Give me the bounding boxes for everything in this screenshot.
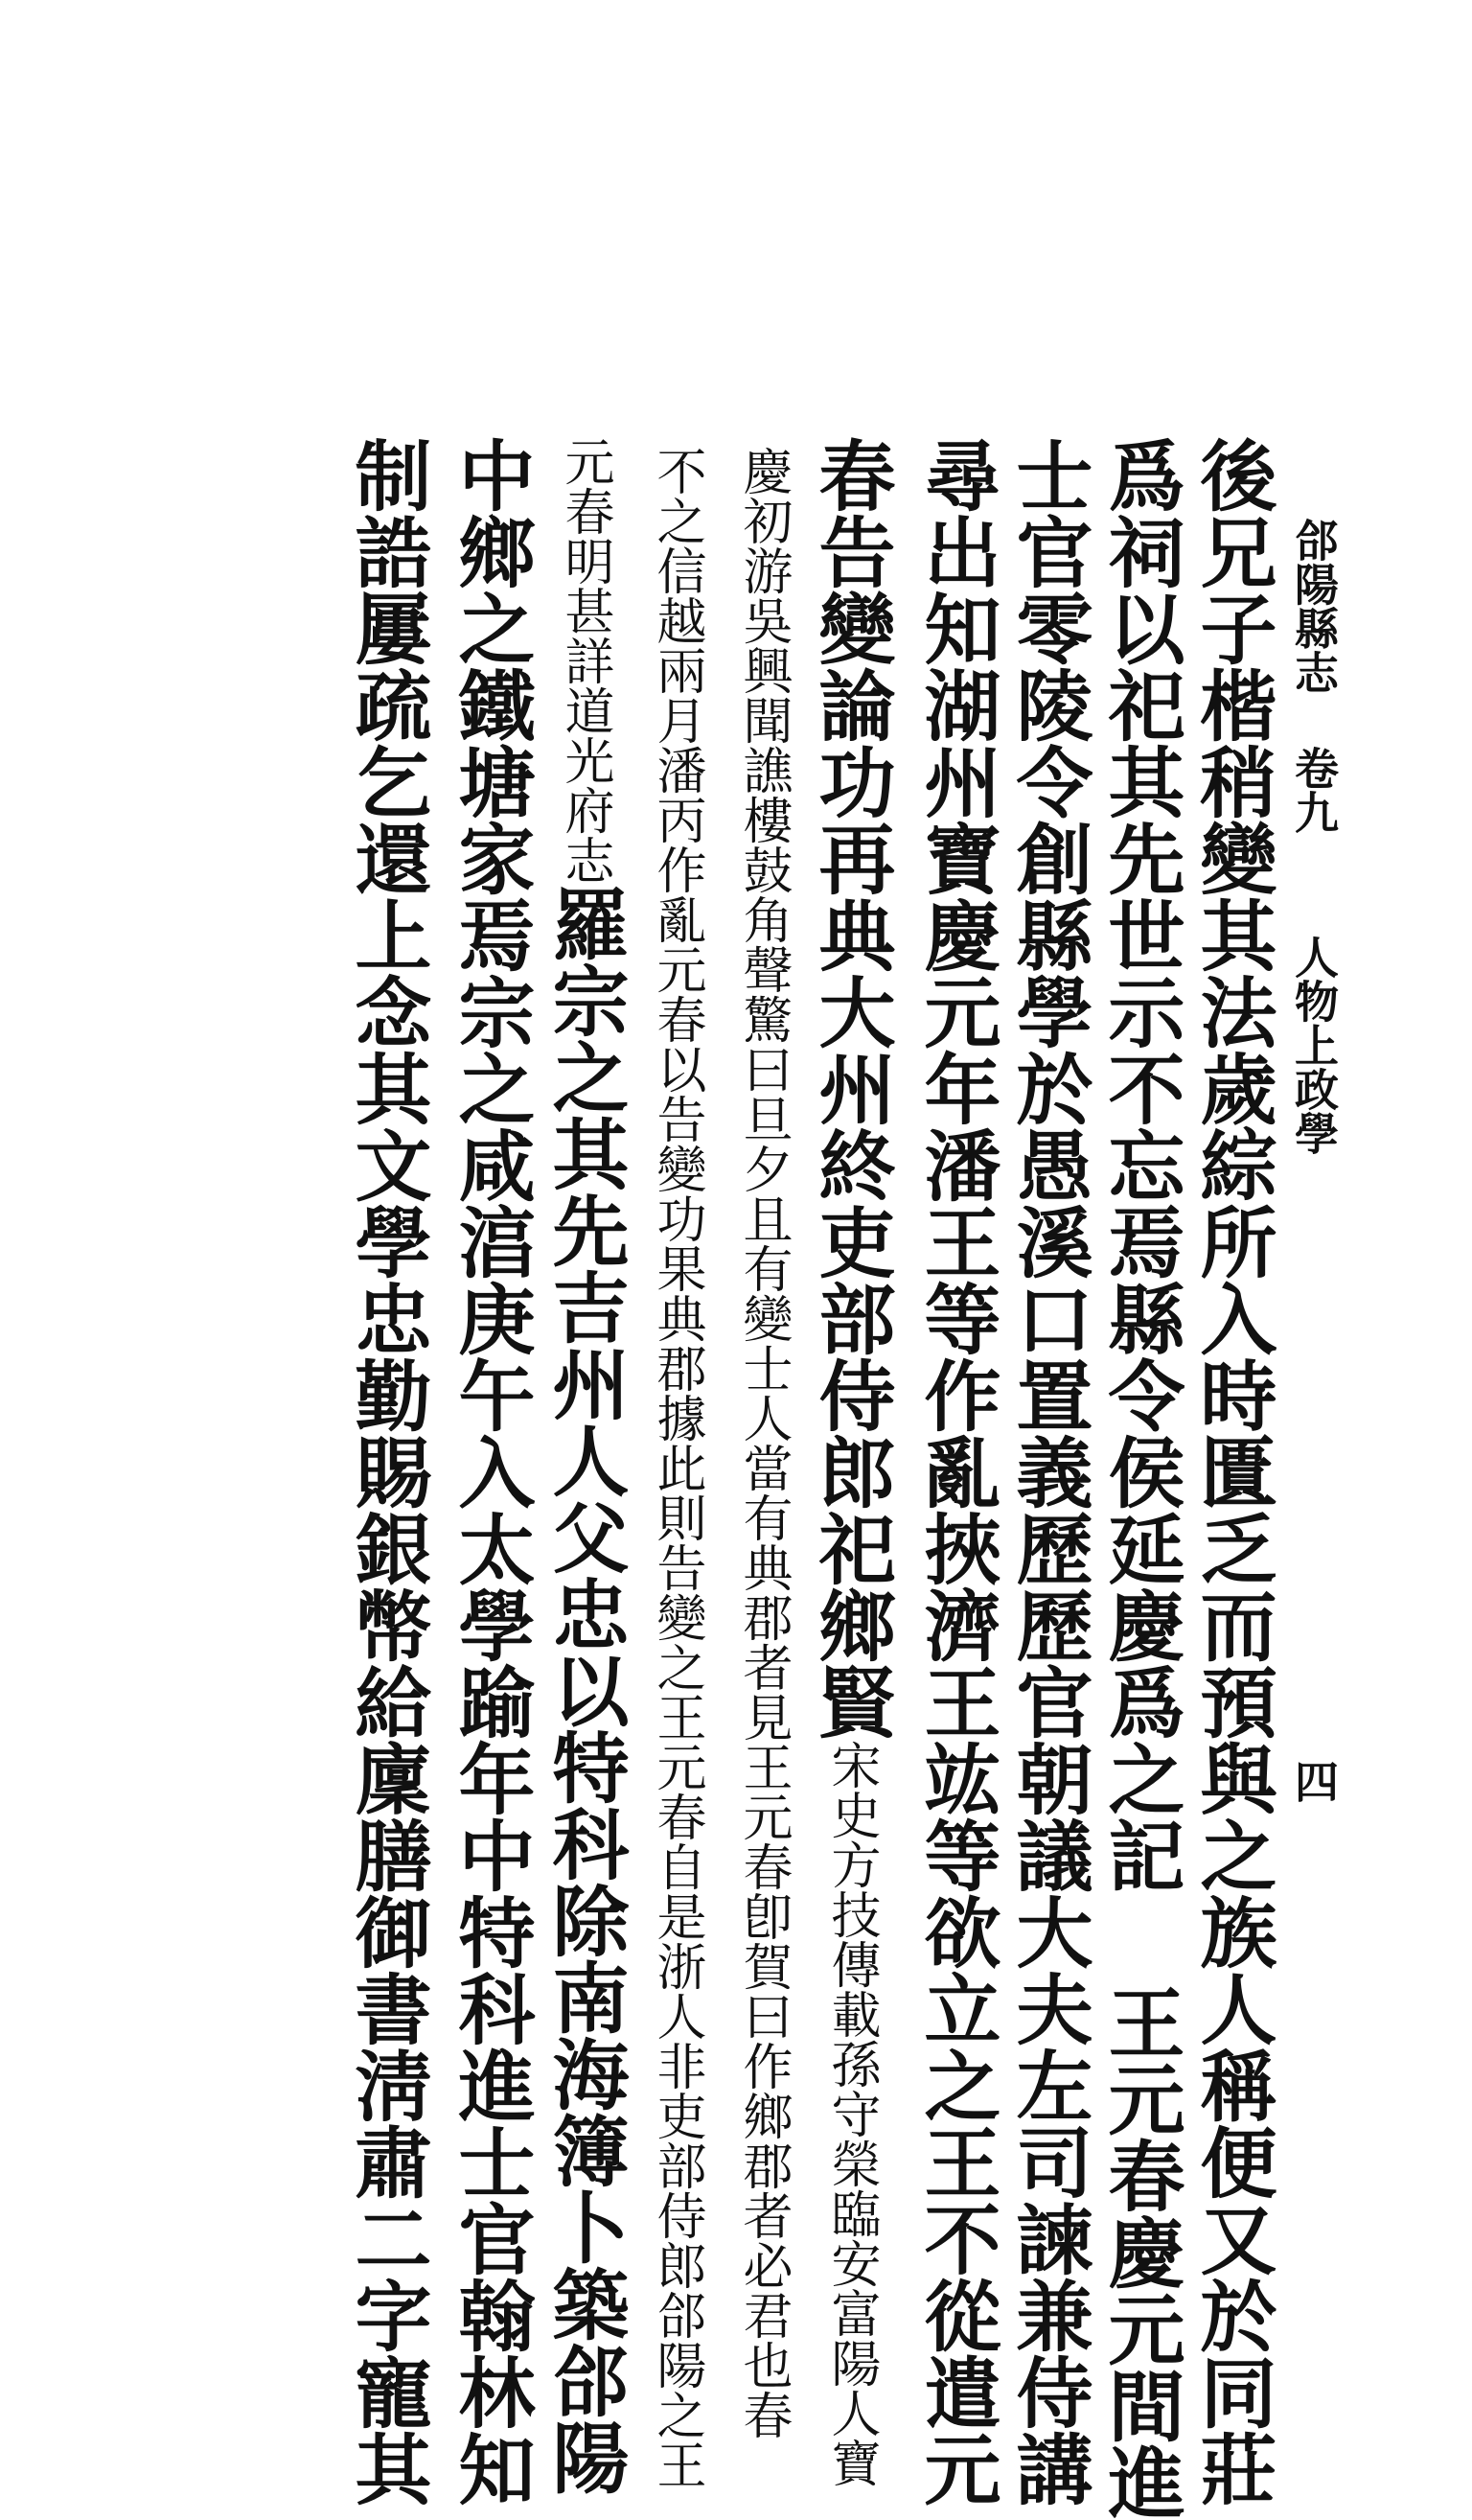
page-number: 四 <box>1288 1759 1340 1803</box>
text-column-2: 爲祠以祀其先世示不忘焉縣令侯延慶爲之記 王元春慶元間進 <box>1095 436 1185 2520</box>
text-column-6-note: 慶初游吳興聞譙樓鼓角聲驚曰旦夕且有變士人當有典郡者見王元春卽賀曰作鄉郡者必君也春 <box>734 446 792 2439</box>
text-column-5 <box>803 436 896 2487</box>
text-column-3: 士官零陵令創縣學於愚溪口置義歷歷官朝議大夫左司諫兼侍講 <box>1003 436 1093 2507</box>
text-column-5-note: 宋史方技傳載孫守榮臨安富陽人寶 <box>822 1740 880 2487</box>
text-column-9: 中鄉之鐵塘家焉宗之咸湻庚午入太學踰年中特科進士官翰林知 <box>446 436 536 2507</box>
text-column-4: 尋出知湖州寶慶元年潘王等作亂挾濟王竑等欲立之王不從遣元 <box>911 436 1001 2507</box>
text-column-8-note: 元春明甚詳道光府志 <box>556 436 613 885</box>
text-column-5-main: 春告變論功再典大州終吏部侍郎祀鄉賢 <box>806 436 896 1740</box>
text-column-1: 後兄子楷稍變其法歲綜所入時匱乏而預與之族人稱便又於同莊 <box>1187 436 1277 2507</box>
header-section: 人物上政學 <box>1288 935 1340 1155</box>
text-column-10: 制誥屢疏乞還上念其文學忠勤賜銀幣給廩膳御書淸肅二字寵其 <box>342 436 432 2507</box>
text-column-7-note: 不之信越兩月潘丙作亂元春以告變功果典郡據此則告變之王元春自是浙人非吏部侍郎郃陽之王 <box>648 446 705 2489</box>
text-column-8-main: 羅宗之其先吉州人父忠以特科除南海簿卜築郃陽 <box>540 885 630 2495</box>
text-column-8 <box>537 436 630 2495</box>
header-title: 郃陽縣志 卷九 <box>1288 518 1340 834</box>
